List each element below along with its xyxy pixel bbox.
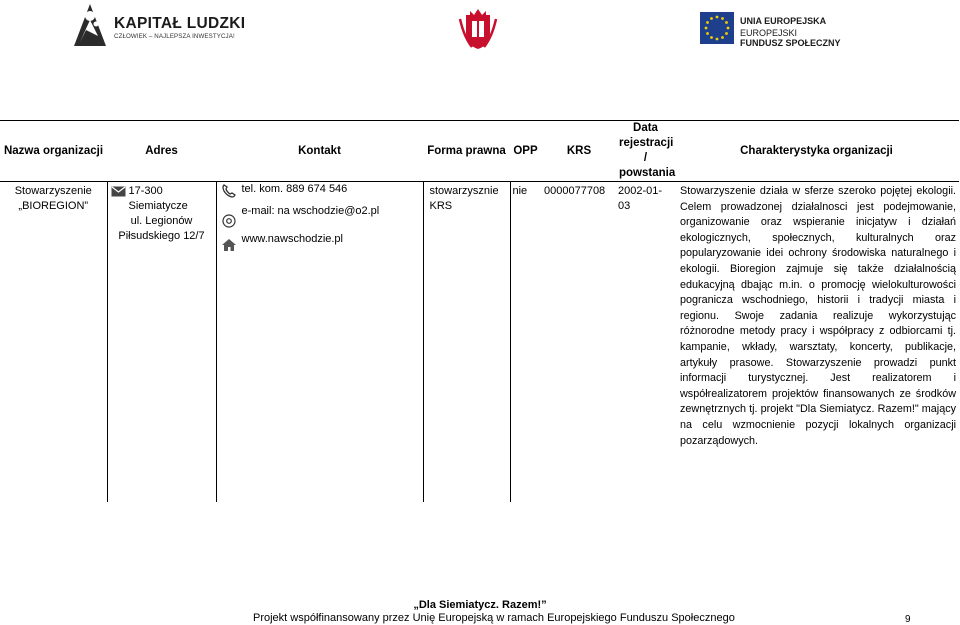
contact-email-text[interactable]: e-mail: na wschodzie@o2.pl <box>241 205 380 217</box>
table-row <box>0 182 959 502</box>
cell-name <box>0 182 107 502</box>
cell-contact <box>216 182 423 502</box>
table-header-row <box>0 121 959 182</box>
eu-logo <box>700 8 841 52</box>
at-sign-icon <box>221 214 237 228</box>
coat-of-arms-icon <box>458 7 498 51</box>
org-name-line2: „BIOREGION” <box>18 200 89 212</box>
cell-date: 2002-01-03 <box>618 185 663 212</box>
address-line2: ul. Legionów <box>130 215 193 227</box>
kapital-ludzki-title: KAPITAŁ LUDZKI <box>114 15 246 32</box>
cell-characteristics <box>674 182 959 502</box>
kapital-ludzki-logo-icon <box>72 2 108 48</box>
header-date: Data rejestracji / powstania <box>617 121 674 182</box>
cell-opp: nie <box>510 182 541 502</box>
organizations-table <box>0 120 959 502</box>
contact-phone-text: tel. kom. 889 674 546 <box>241 183 348 195</box>
eu-line-3: FUNDUSZ SPOŁECZNY <box>740 38 841 48</box>
org-name-line1: Stowarzyszenie <box>14 185 92 197</box>
header-krs: KRS <box>541 121 617 182</box>
mail-icon <box>111 186 126 197</box>
house-icon <box>221 238 237 252</box>
legal-form-line1: stowarzysznie <box>429 185 499 197</box>
contact-phone <box>218 184 422 198</box>
cell-legal-form <box>423 182 510 502</box>
header-name: Nazwa organizacji <box>0 121 107 182</box>
contact-email[interactable] <box>218 204 422 228</box>
footer-title: „Dla Siemiatycz. Razem!” <box>413 599 547 611</box>
header-characteristics: Charakterystyka organizacji <box>674 121 959 182</box>
header-legal-form: Forma prawna <box>423 121 510 182</box>
address-line1: 17-300 Siemiatycze <box>128 185 188 212</box>
cell-krs: 0000077708 <box>544 185 606 197</box>
contact-website-text[interactable]: www.nawschodzie.pl <box>241 233 343 245</box>
eu-line-2: EUROPEJSKI <box>740 28 798 38</box>
header-contact: Kontakt <box>216 121 423 182</box>
page-number: 9 <box>905 614 911 625</box>
header-opp: OPP <box>510 121 541 182</box>
eu-line-1: UNIA EUROPEJSKA <box>740 16 827 26</box>
kapital-ludzki-logo <box>70 2 250 52</box>
org-description: Stowarzyszenie działa w sferze szeroko pojętej ekologii. Celem prowadzonej działalnosci jest podejmowanie, organizowanie oraz wspieranie inicjatyw i działań ekologicznych, społecznych, kulturalnych oraz popularyzowanie idei ochrony środowiska naturalnego i ekologii. Bioregion zajmuje się także działalnością edukacyjną dbając m.in. o promocję wielokulturowości pogranicza wschodniego, historii i tradycji miasta i regionu. Swoje zadania realizuje wykorzystując różnorodne metody pracy i współpracy z odbiorcami tj. kampanie, wkłady, warsztaty, koncerty, publikacje, artykuły prasowe. Stowarzyszenie prowadzi punkt informacji turystycznej. Jest realizatorem i współrealizatorem projektów finansowanych ze środków zewnętrznych tj. projekt "Dla Siemiatycz. Razem!" mający na celu wzmocnienie pozycji lokalnych organizacji pozarządowych. <box>680 185 956 447</box>
legal-form-line2: KRS <box>429 200 453 212</box>
cell-address <box>107 182 216 502</box>
eu-flag-icon <box>700 12 734 44</box>
kapital-ludzki-subtitle: CZŁOWIEK – NAJLEPSZA INWESTYCJA! <box>114 33 235 40</box>
address-line3: Piłsudskiego 12/7 <box>118 230 205 242</box>
header-address: Adres <box>107 121 216 182</box>
contact-website[interactable] <box>218 232 422 252</box>
footer-funding-line: Projekt współfinansowany przez Unię Europejską w ramach Europejskiego Funduszu Społecznego <box>253 612 735 624</box>
phone-icon <box>221 184 237 198</box>
